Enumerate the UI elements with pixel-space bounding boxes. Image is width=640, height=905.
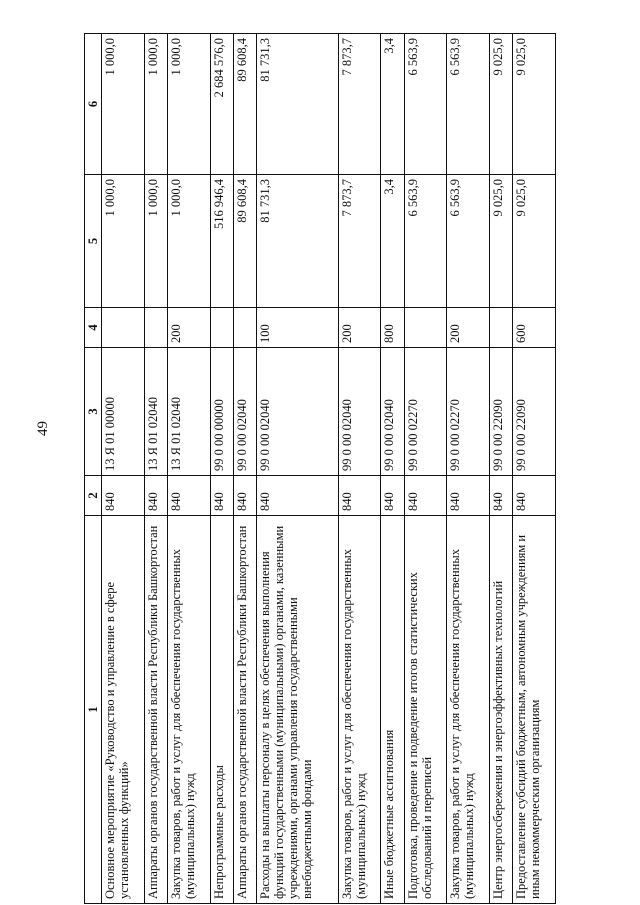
row-amount-col6: 81 731,3 <box>257 34 338 175</box>
header-col-3: 3 <box>85 348 102 476</box>
row-name: Аппараты органов государственной власти Республики Башкортостан <box>234 516 257 904</box>
row-amount-col5: 7 873,7 <box>338 175 381 308</box>
row-agency-code: 840 <box>144 476 167 516</box>
header-row <box>85 34 102 904</box>
row-name: Центр энергосбережения и энергоэффективных технологий <box>489 516 512 904</box>
row-amount-col6: 9 025,0 <box>489 34 512 175</box>
row-agency-code: 840 <box>513 476 556 516</box>
row-name: Основное мероприятие «Руководство и управление в сфере установленных функций» <box>102 516 145 904</box>
table-row <box>381 34 404 904</box>
row-target-code: 99 0 00 02270 <box>404 348 447 476</box>
row-name: Аппараты органов государственной власти Республики Башкортостан <box>144 516 167 904</box>
table-row <box>210 34 233 904</box>
row-amount-col6: 1 000,0 <box>102 34 145 175</box>
row-target-code: 99 0 00 22090 <box>489 348 512 476</box>
header-col-1: 1 <box>85 516 102 904</box>
row-name: Закупка товаров, работ и услуг для обеспечения государственных (муниципальных) нужд <box>168 516 211 904</box>
rotated-table-container <box>84 34 556 904</box>
row-expense-type: 100 <box>257 308 338 348</box>
row-name: Расходы на выплаты персоналу в целях обеспечения выполнения функций государственными (муниципальными) органами, казенными учреждениями, органами управления государственными внебюджетными фондами <box>257 516 338 904</box>
row-amount-col5: 3,4 <box>381 175 404 308</box>
row-amount-col6: 6 563,9 <box>447 34 490 175</box>
row-amount-col6: 89 608,4 <box>234 34 257 175</box>
table-row <box>489 34 512 904</box>
row-amount-col5: 1 000,0 <box>144 175 167 308</box>
row-target-code: 13 Я 01 02040 <box>144 348 167 476</box>
table-row <box>338 34 381 904</box>
row-expense-type <box>489 308 512 348</box>
row-amount-col6: 2 684 576,0 <box>210 34 233 175</box>
row-target-code: 13 Я 01 00000 <box>102 348 145 476</box>
budget-table <box>84 33 556 904</box>
header-col-5: 5 <box>85 175 102 308</box>
header-col-6: 6 <box>85 34 102 175</box>
table-row <box>234 34 257 904</box>
header-col-2: 2 <box>85 476 102 516</box>
page-number: 49 <box>35 421 51 436</box>
row-target-code: 99 0 00 00000 <box>210 348 233 476</box>
table-row <box>404 34 447 904</box>
row-amount-col6: 9 025,0 <box>513 34 556 175</box>
row-target-code: 99 0 00 02040 <box>381 348 404 476</box>
row-amount-col5: 89 608,4 <box>234 175 257 308</box>
row-amount-col5: 1 000,0 <box>168 175 211 308</box>
row-expense-type <box>210 308 233 348</box>
row-agency-code: 840 <box>338 476 381 516</box>
row-target-code: 13 Я 01 02040 <box>168 348 211 476</box>
row-expense-type <box>102 308 145 348</box>
row-target-code: 99 0 00 02040 <box>234 348 257 476</box>
table-row <box>257 34 338 904</box>
row-target-code: 99 0 00 02270 <box>447 348 490 476</box>
row-amount-col6: 1 000,0 <box>168 34 211 175</box>
table-row <box>513 34 556 904</box>
row-amount-col5: 81 731,3 <box>257 175 338 308</box>
row-amount-col5: 9 025,0 <box>513 175 556 308</box>
row-amount-col6: 6 563,9 <box>404 34 447 175</box>
row-agency-code: 840 <box>168 476 211 516</box>
row-amount-col5: 6 563,9 <box>404 175 447 308</box>
row-expense-type: 200 <box>168 308 211 348</box>
row-amount-col5: 9 025,0 <box>489 175 512 308</box>
row-amount-col6: 1 000,0 <box>144 34 167 175</box>
row-agency-code: 840 <box>404 476 447 516</box>
row-expense-type: 200 <box>447 308 490 348</box>
row-name: Предоставление субсидий бюджетным, автономным учреждениям и иным некоммерческим организациям <box>513 516 556 904</box>
row-target-code: 99 0 00 02040 <box>338 348 381 476</box>
row-amount-col5: 1 000,0 <box>102 175 145 308</box>
row-name: Непрограммные расходы <box>210 516 233 904</box>
row-expense-type: 200 <box>338 308 381 348</box>
row-agency-code: 840 <box>257 476 338 516</box>
row-amount-col5: 516 946,4 <box>210 175 233 308</box>
table-row <box>447 34 490 904</box>
row-agency-code: 840 <box>447 476 490 516</box>
row-expense-type <box>234 308 257 348</box>
row-amount-col6: 7 873,7 <box>338 34 381 175</box>
table-row <box>144 34 167 904</box>
row-agency-code: 840 <box>234 476 257 516</box>
row-agency-code: 840 <box>210 476 233 516</box>
row-target-code: 99 0 00 22090 <box>513 348 556 476</box>
row-agency-code: 840 <box>489 476 512 516</box>
table-row <box>168 34 211 904</box>
row-amount-col5: 6 563,9 <box>447 175 490 308</box>
row-expense-type: 600 <box>513 308 556 348</box>
row-name: Подготовка, проведение и подведение итогов статистических обследований и переписей <box>404 516 447 904</box>
row-expense-type <box>404 308 447 348</box>
table-row <box>102 34 145 904</box>
row-agency-code: 840 <box>381 476 404 516</box>
row-name: Иные бюджетные ассигнования <box>381 516 404 904</box>
row-target-code: 99 0 00 02040 <box>257 348 338 476</box>
row-agency-code: 840 <box>102 476 145 516</box>
row-name: Закупка товаров, работ и услуг для обеспечения государственных (муниципальных) нужд <box>338 516 381 904</box>
row-amount-col6: 3,4 <box>381 34 404 175</box>
row-expense-type: 800 <box>381 308 404 348</box>
row-expense-type <box>144 308 167 348</box>
row-name: Закупка товаров, работ и услуг для обеспечения государственных (муниципальных) нужд <box>447 516 490 904</box>
header-col-4: 4 <box>85 308 102 348</box>
